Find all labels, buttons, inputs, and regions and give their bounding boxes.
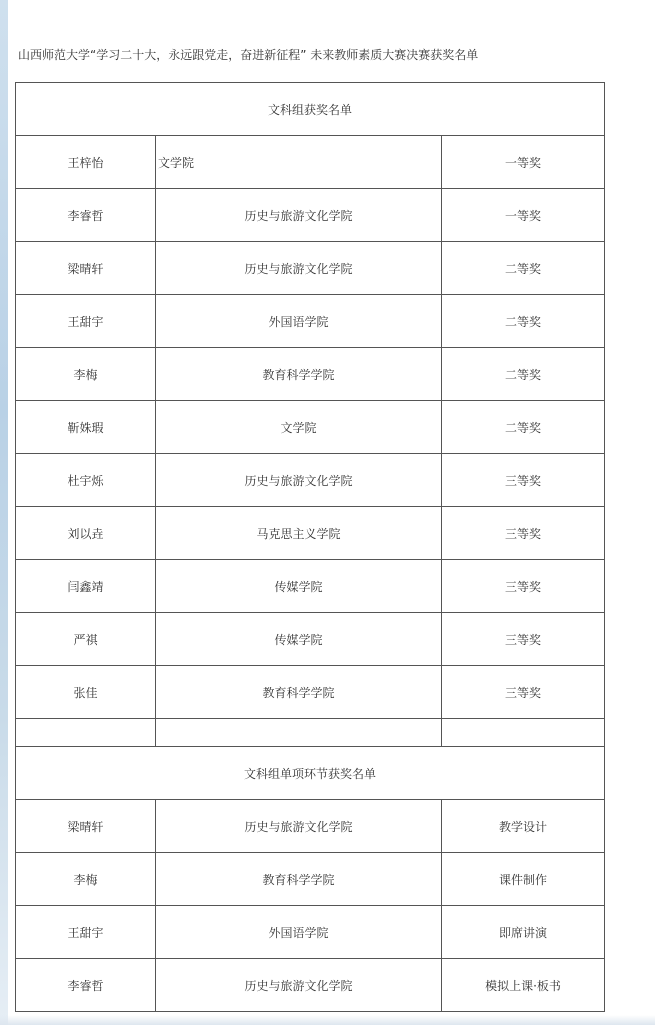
left-edge-strip xyxy=(0,0,8,1025)
table-row xyxy=(16,348,605,401)
winner-award: 教学设计 xyxy=(442,800,605,853)
award-table xyxy=(15,82,605,1012)
blank-cell xyxy=(156,719,442,747)
winner-college: 教育科学学院 xyxy=(156,853,442,906)
table-row xyxy=(16,560,605,613)
winner-award: 三等奖 xyxy=(442,507,605,560)
blank-row xyxy=(16,719,605,747)
winner-award: 课件制作 xyxy=(442,853,605,906)
winner-award: 三等奖 xyxy=(442,613,605,666)
winner-name: 王甜宇 xyxy=(16,906,156,959)
winner-award: 二等奖 xyxy=(442,401,605,454)
winner-name: 李梅 xyxy=(16,853,156,906)
winner-college: 历史与旅游文化学院 xyxy=(156,454,442,507)
winner-college: 历史与旅游文化学院 xyxy=(156,189,442,242)
winner-name: 靳姝瑕 xyxy=(16,401,156,454)
blank-cell xyxy=(442,719,605,747)
winner-award: 即席讲演 xyxy=(442,906,605,959)
winner-college: 传媒学院 xyxy=(156,613,442,666)
table-row xyxy=(16,613,605,666)
winner-name: 闫鑫靖 xyxy=(16,560,156,613)
table-row xyxy=(16,136,605,189)
section-header-single-event: 文科组单项环节获奖名单 xyxy=(16,747,605,800)
winner-college: 外国语学院 xyxy=(156,906,442,959)
section-header-row xyxy=(16,83,605,136)
table-row xyxy=(16,853,605,906)
winner-name: 王梓怡 xyxy=(16,136,156,189)
table-row xyxy=(16,295,605,348)
document-title: 山西师范大学“学习二十大，永远跟党走，奋进新征程” 未来教师素质大赛决赛获奖名单 xyxy=(18,48,479,62)
table-row xyxy=(16,242,605,295)
winner-name: 梁晴轩 xyxy=(16,800,156,853)
section-header-row xyxy=(16,747,605,800)
winner-name: 李睿哲 xyxy=(16,189,156,242)
winner-college: 文学院 xyxy=(156,401,442,454)
winner-award: 二等奖 xyxy=(442,348,605,401)
winner-college: 马克思主义学院 xyxy=(156,507,442,560)
table-row xyxy=(16,906,605,959)
winner-award: 二等奖 xyxy=(442,295,605,348)
winner-name: 严祺 xyxy=(16,613,156,666)
winner-award: 三等奖 xyxy=(442,560,605,613)
winner-college: 教育科学学院 xyxy=(156,666,442,719)
table-row xyxy=(16,507,605,560)
winner-college: 外国语学院 xyxy=(156,295,442,348)
winner-college: 历史与旅游文化学院 xyxy=(156,800,442,853)
winner-college: 历史与旅游文化学院 xyxy=(156,959,442,1012)
table-row xyxy=(16,800,605,853)
winner-name: 王甜宇 xyxy=(16,295,156,348)
winner-award: 三等奖 xyxy=(442,666,605,719)
winner-name: 刘以垚 xyxy=(16,507,156,560)
winner-name: 梁晴轩 xyxy=(16,242,156,295)
winner-college: 传媒学院 xyxy=(156,560,442,613)
winner-name: 李梅 xyxy=(16,348,156,401)
section-header-liberal-arts: 文科组获奖名单 xyxy=(16,83,605,136)
blank-cell xyxy=(16,719,156,747)
table-row xyxy=(16,666,605,719)
winner-name: 张佳 xyxy=(16,666,156,719)
table-row xyxy=(16,959,605,1012)
winner-award: 模拟上课·板书 xyxy=(442,959,605,1012)
bottom-shade xyxy=(0,1015,655,1025)
winner-award: 二等奖 xyxy=(442,242,605,295)
winner-college: 文学院 xyxy=(156,136,442,189)
winner-name: 李睿哲 xyxy=(16,959,156,1012)
winner-name: 杜宇烁 xyxy=(16,454,156,507)
winner-award: 三等奖 xyxy=(442,454,605,507)
winner-award: 一等奖 xyxy=(442,189,605,242)
winner-college: 历史与旅游文化学院 xyxy=(156,242,442,295)
table-row xyxy=(16,454,605,507)
winner-college: 教育科学学院 xyxy=(156,348,442,401)
winner-award: 一等奖 xyxy=(442,136,605,189)
table-row xyxy=(16,401,605,454)
table-row xyxy=(16,189,605,242)
